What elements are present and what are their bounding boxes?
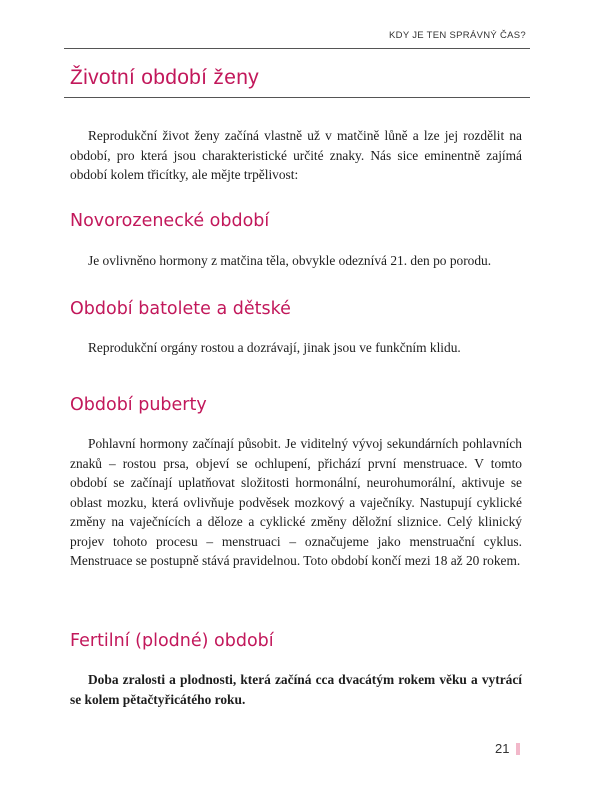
running-header: KDY JE TEN SPRÁVNÝ ČAS?: [389, 30, 526, 41]
section-text-childhood: Reprodukční orgány rostou a dozrávají, jinak jsou ve funkčním klidu.: [88, 340, 461, 355]
section-text-fertile: Doba zralosti a plodnosti, která začíná cca dvacátým rokem věku a vytrácí se kolem pětačtyřicátého roku.: [70, 672, 522, 707]
section-text-newborn: Je ovlivněno hormony z matčina těla, obvykle odeznívá 21. den po porodu.: [88, 253, 492, 268]
header-rule: [64, 48, 530, 49]
page-marker: [516, 743, 520, 755]
page-number: 21: [495, 741, 510, 756]
section-heading-childhood: Období batolete a dětské: [70, 299, 291, 319]
title-rule: [64, 97, 530, 98]
section-heading-fertile: Fertilní (plodné) období: [70, 631, 274, 651]
section-text-puberty: Pohlavní hormony začínají působit. Je viditelný vývoj sekundárních pohlavních znaků – rostou prsa, objeví se ochlupení, přichází první menstruace. V tomto období se začínají uplatňovat složitosti hormonální, neurohumorální, aktivuje se oblast mozku, která ovlivňuje podvěsek mozkový a vaječníky. Nastupují cyklické změny na vaječnících a děloze a cyklické změny děložní sliznice. Celý klinický projev tohoto procesu – menstruaci – označujeme jako menstruační cyklus. Menstruace se postupně stává pravidelnou. Toto období končí mezi 18 až 20 rokem.: [70, 436, 522, 568]
chapter-title: Životní období ženy: [70, 66, 259, 89]
section-heading-puberty: Období puberty: [70, 395, 207, 415]
section-heading-newborn: Novorozenecké období: [70, 211, 270, 231]
intro-paragraph: Reprodukční život ženy začíná vlastně už v matčině lůně a lze jej rozdělit na období, pro která jsou charakteristické určité znaky. Nás sice eminentně zajímá období kolem třicítky, ale mějte trpělivost:: [70, 128, 522, 182]
